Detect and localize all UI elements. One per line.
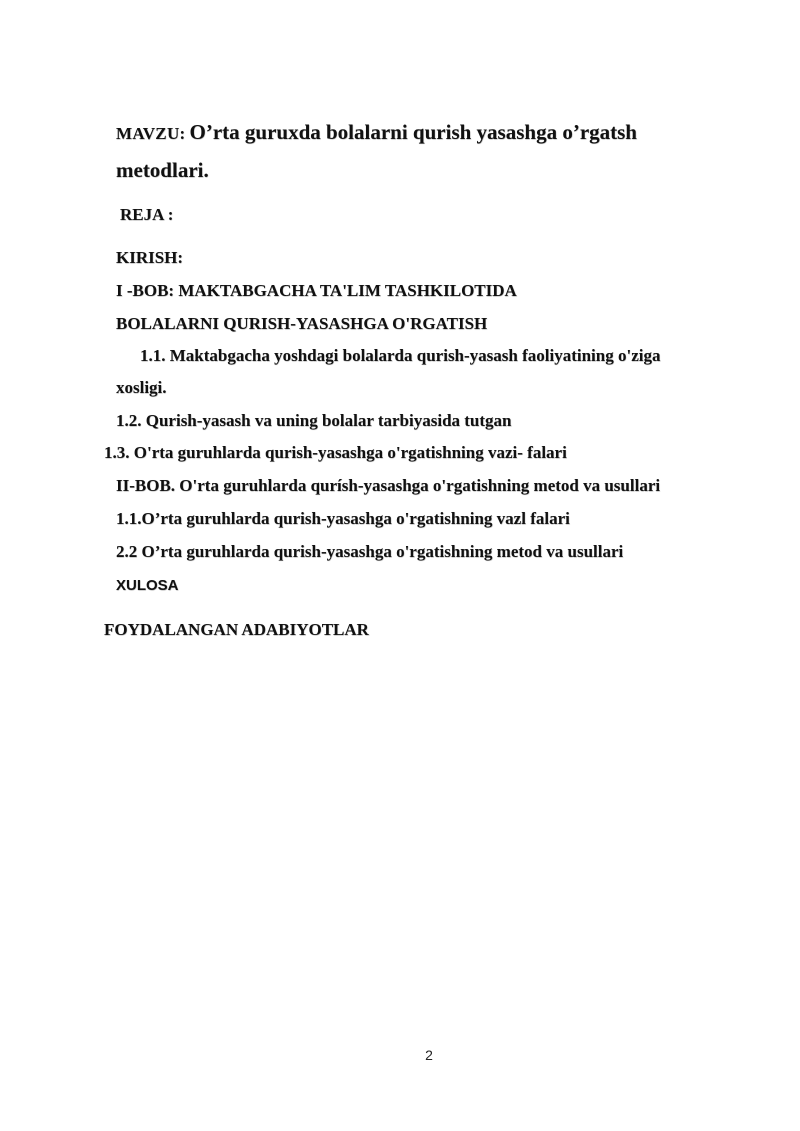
- topic-line: [116, 120, 637, 145]
- toc-item-2-1: 1.1.O’rta guruhlarda qurish-yasashga o'rgatishning vazl falari: [116, 509, 570, 528]
- toc-item-2-2: 2.2 O’rta guruhlarda qurish-yasashga o'rgatishning metod va usullari: [116, 542, 624, 561]
- topic-title-line1: O’rta guruxda bolalarni qurish yasashga o’rgatsh: [189, 120, 637, 144]
- page-number: 2: [425, 1047, 433, 1063]
- toc-item-intro: KIRISH:: [116, 248, 184, 267]
- toc-item-1-1-line1: 1.1. Maktabgacha yoshdagi bolalarda qurish-yasash faoliyatining o'ziga: [140, 346, 661, 365]
- topic-title-line2: metodlari.: [116, 158, 209, 182]
- toc-item-chapter1-line2: BOLALARNI QURISH-YASASHGA O'RGATISH: [116, 314, 488, 333]
- toc-item-1-2: 1.2. Qurish-yasash va uning bolalar tarbiyasida tutgan: [116, 411, 512, 430]
- topic-label: MAVZU:: [116, 124, 186, 143]
- toc-item-chapter1-line1: I -BOB: MAKTABGACHA TA'LIM TASHKILOTIDA: [116, 281, 517, 300]
- plan-heading: REJA :: [120, 205, 174, 224]
- toc-item-chapter2: II-BOB. O'rta guruhlarda qurísh-yasashga o'rgatishning metod va usullari: [116, 476, 661, 495]
- toc-item-1-1-line2: xosligi.: [116, 378, 167, 397]
- toc-item-1-3: 1.3. O'rta guruhlarda qurish-yasashga o'rgatishning vazi- falari: [104, 443, 567, 462]
- toc-item-references: FOYDALANGAN ADABIYOTLAR: [104, 620, 369, 639]
- toc-item-conclusion: XULOSA: [116, 577, 179, 594]
